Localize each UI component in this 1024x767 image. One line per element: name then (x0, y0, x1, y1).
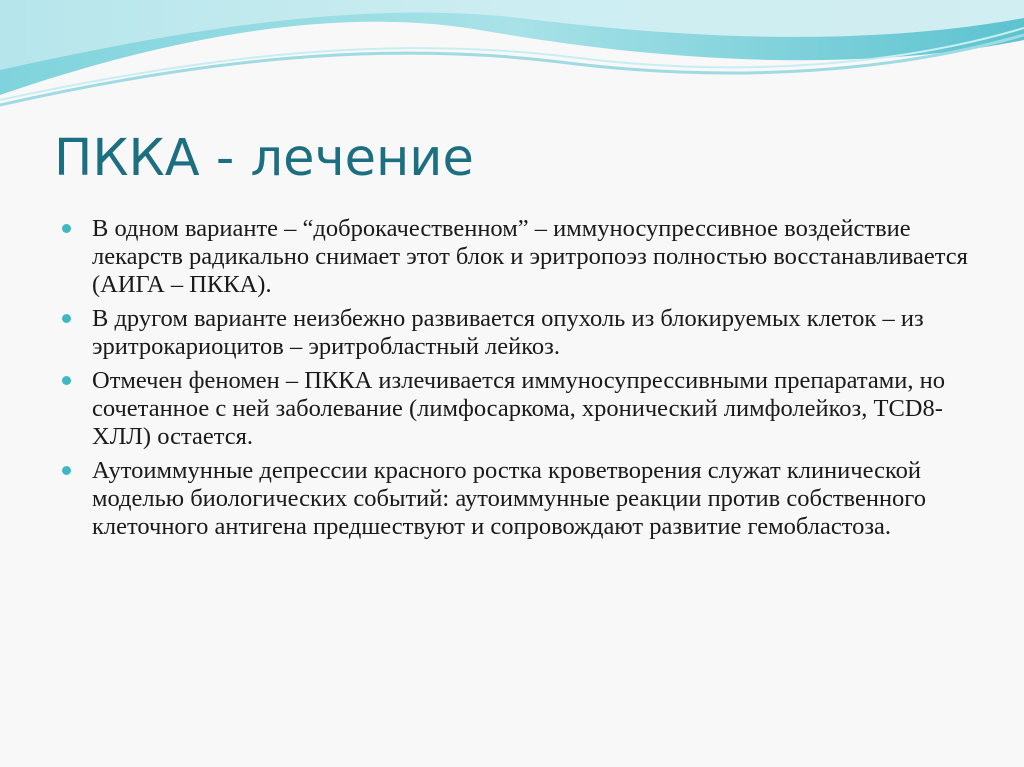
bullet-text: В одном варианте – “доброкачественном” – иммуносупрессивное воздействие лекарств радикально снимает этот блок и эритропоэз полностью восстанавливается (АИГА – ПККА). (92, 215, 968, 298)
bullet-item (62, 305, 972, 361)
bullet-item (62, 367, 972, 451)
bullet-dot-icon (62, 466, 71, 475)
bullet-text: Отмечен феномен – ПККА излечивается иммуносупрессивными препаратами, но сочетанное с ней заболевание (лимфосаркома, хронический лимфолейкоз, TCD8- ХЛЛ) остается. (92, 367, 945, 450)
bullet-dot-icon (62, 314, 71, 323)
bullet-text: Аутоиммунные депрессии красного ростка кроветворения служат клинической моделью биологических событий: аутоиммунные реакции против собственного клеточного антигена предшествуют и сопровождают развитие гемобластоза. (92, 457, 926, 540)
bullet-item (62, 457, 972, 541)
bullet-dot-icon (62, 224, 71, 233)
slide-title: ПККА - лечение (54, 129, 474, 188)
bullet-text: В другом варианте неизбежно развивается опухоль из блокируемых клеток – из эритрокариоцитов – эритробластный лейкоз. (92, 305, 924, 360)
bullet-item (62, 215, 972, 299)
bullet-dot-icon (62, 376, 71, 385)
bullet-list (62, 215, 972, 547)
decorative-wave-header (0, 0, 1024, 120)
